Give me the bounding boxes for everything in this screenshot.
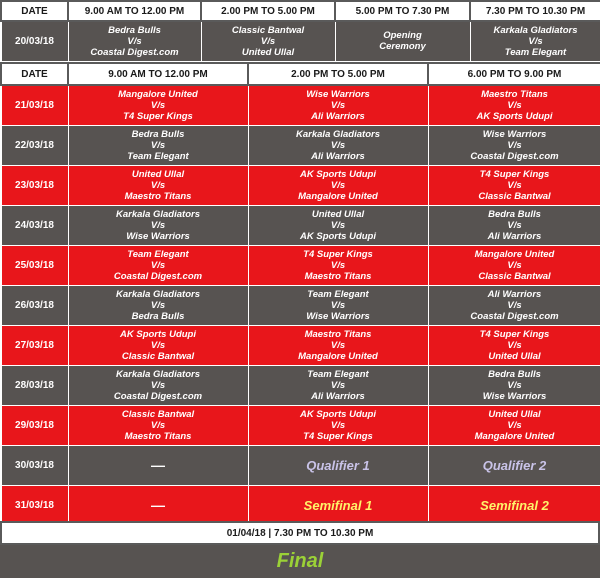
match-cell (248, 205, 428, 245)
date-cell: 21/03/18 (1, 85, 68, 125)
team-name: Wise Warriors (482, 128, 547, 140)
team-name: Mangalore United (298, 190, 378, 202)
table-row (1, 245, 600, 285)
match-cell (248, 85, 428, 125)
match-cell (428, 405, 600, 445)
semifinal-label: Semifinal 1 (248, 485, 428, 525)
team-name: Karkala Gladiators (296, 128, 380, 140)
opening-day-table (0, 0, 600, 62)
slot-header: 5.00 PM TO 7.30 PM (335, 1, 470, 21)
match-cell (68, 125, 248, 165)
versus-label: V/s (150, 219, 166, 231)
team-name: T4 Super Kings (479, 328, 550, 340)
match-cell (428, 205, 600, 245)
match-cell (248, 125, 428, 165)
match-cell (470, 21, 600, 61)
league-header-row (1, 63, 600, 85)
match-cell (248, 285, 428, 325)
team-name: Bedra Bulls (131, 128, 185, 140)
date-header: DATE (1, 1, 68, 21)
team-name: Classic Bantwal (231, 24, 305, 36)
team-name: Ali Warriors (487, 288, 542, 300)
team-name: United Ullal (131, 168, 185, 180)
versus-label: V/s (330, 99, 346, 111)
match-cell (68, 205, 248, 245)
opening-ceremony-cell (335, 21, 470, 61)
match-cell (201, 21, 335, 61)
versus-label: V/s (330, 419, 346, 431)
versus-label: V/s (507, 99, 522, 111)
team-name: Karkala Gladiators (493, 24, 578, 36)
team-name: Maestro Titans (304, 270, 372, 282)
versus-label: V/s (150, 339, 166, 351)
team-name: T4 Super Kings (303, 430, 373, 442)
team-name: Mangalore United (474, 430, 555, 442)
match-cell (68, 405, 248, 445)
match-cell (248, 165, 428, 205)
match-cell (68, 285, 248, 325)
date-cell: 29/03/18 (1, 405, 68, 445)
final-banner (0, 545, 600, 578)
team-name: Bedra Bulls (108, 24, 161, 36)
team-name: Team Elegant (127, 150, 189, 162)
match-cell (68, 365, 248, 405)
match-cell (428, 245, 600, 285)
date-cell: 28/03/18 (1, 365, 68, 405)
team-name: Maestro Titans (124, 190, 192, 202)
opening-day-row (1, 21, 600, 61)
versus-label: V/s (507, 299, 522, 311)
versus-label: V/s (507, 379, 522, 391)
match-cell (248, 245, 428, 285)
table-row (1, 365, 600, 405)
versus-label: V/s (330, 299, 346, 311)
date-cell: 31/03/18 (1, 485, 68, 525)
match-cell (248, 405, 428, 445)
team-name: Maestro Titans (304, 328, 372, 340)
team-name: Coastal Digest.com (113, 390, 203, 402)
date-cell: 24/03/18 (1, 205, 68, 245)
table-row (1, 285, 600, 325)
versus-label: V/s (507, 179, 522, 191)
empty-slot: — (68, 485, 248, 525)
team-name: United Ullal (488, 350, 541, 362)
match-cell (248, 365, 428, 405)
team-name: Classic Bantwal (478, 190, 551, 202)
team-name: Ali Warriors (311, 150, 365, 162)
team-name: Wise Warriors (306, 88, 370, 100)
team-name: Team Elegant (307, 288, 369, 300)
match-cell (428, 165, 600, 205)
team-name: Coastal Digest.com (113, 270, 203, 282)
versus-label: V/s (507, 219, 522, 231)
team-name: Bedra Bulls (131, 310, 185, 322)
slot-header: 9.00 AM TO 12.00 PM (68, 1, 201, 21)
team-name: United Ullal (241, 46, 295, 58)
team-name: AK Sports Udupi (300, 168, 376, 180)
team-name: United Ullal (488, 408, 541, 420)
semifinal-label: Semifinal 2 (428, 485, 600, 525)
match-cell (68, 245, 248, 285)
team-name: Bedra Bulls (488, 368, 541, 380)
qualifier-label: Qualifier 1 (248, 445, 428, 485)
team-name: T4 Super Kings (303, 248, 373, 260)
team-name: Classic Bantwal (121, 350, 195, 362)
team-name: AK Sports Udupi (476, 110, 553, 122)
versus-label: V/s (150, 379, 166, 391)
team-name: United Ullal (311, 208, 365, 220)
slot-header: 2.00 PM TO 5.00 PM (201, 1, 335, 21)
slot-header: 2.00 PM TO 5.00 PM (248, 63, 428, 85)
qualifier-label: Qualifier 2 (428, 445, 600, 485)
table-row (1, 325, 600, 365)
team-name: Coastal Digest.com (470, 150, 559, 162)
versus-label: V/s (507, 339, 522, 351)
team-name: Bedra Bulls (488, 208, 541, 220)
team-name: AK Sports Udupi (300, 408, 376, 420)
versus-label: V/s (150, 99, 166, 111)
team-name: Team Elegant (504, 46, 567, 58)
team-name: Wise Warriors (306, 310, 370, 322)
team-name: Maestro Titans (124, 430, 192, 442)
final-header: 01/04/18 | 7.30 PM TO 10.30 PM (0, 521, 600, 545)
table-row (1, 85, 600, 125)
match-cell (428, 125, 600, 165)
slot-header: 9.00 AM TO 12.00 PM (68, 63, 248, 85)
versus-label: V/s (330, 179, 346, 191)
date-header: DATE (1, 63, 68, 85)
team-name: Karkala Gladiators (116, 288, 200, 300)
team-name: AK Sports Udupi (120, 328, 196, 340)
date-cell: 26/03/18 (1, 285, 68, 325)
slot-header: 7.30 PM TO 10.30 PM (470, 1, 600, 21)
team-name: Ali Warriors (311, 110, 365, 122)
team-name: Classic Bantwal (121, 408, 195, 420)
date-cell: 25/03/18 (1, 245, 68, 285)
versus-label: V/s (150, 419, 166, 431)
team-name: Maestro Titans (481, 88, 548, 100)
team-name: Ali Warriors (311, 390, 365, 402)
playoff-row (1, 485, 600, 525)
versus-label: V/s (528, 35, 543, 47)
team-name: T4 Super Kings (123, 110, 193, 122)
match-cell (428, 85, 600, 125)
team-name: Karkala Gladiators (116, 208, 200, 220)
date-cell: 22/03/18 (1, 125, 68, 165)
versus-label: V/s (507, 139, 522, 151)
date-cell: 20/03/18 (1, 21, 68, 61)
versus-label: V/s (330, 139, 346, 151)
versus-label: V/s (260, 35, 276, 47)
versus-label: V/s (150, 139, 166, 151)
date-cell: 30/03/18 (1, 445, 68, 485)
versus-label: V/s (150, 299, 166, 311)
final-label: Final (276, 550, 324, 572)
match-cell (428, 365, 600, 405)
match-cell (248, 325, 428, 365)
versus-label: V/s (507, 419, 522, 431)
match-cell (68, 21, 201, 61)
versus-label: V/s (330, 259, 346, 271)
team-name: AK Sports Udupi (300, 230, 376, 242)
team-name: T4 Super Kings (479, 168, 550, 180)
team-name: Classic Bantwal (478, 270, 551, 282)
team-name: Wise Warriors (126, 230, 190, 242)
empty-slot: — (68, 445, 248, 485)
team-name: Mangalore United (118, 88, 198, 100)
team-name: Ali Warriors (487, 230, 542, 242)
match-cell (68, 165, 248, 205)
league-schedule-table (0, 62, 600, 526)
versus-label: V/s (127, 35, 142, 47)
match-cell (428, 325, 600, 365)
versus-label: V/s (507, 259, 522, 271)
team-name: Mangalore United (474, 248, 555, 260)
versus-label: V/s (150, 179, 166, 191)
team-name: Team Elegant (307, 368, 369, 380)
versus-label: V/s (150, 259, 166, 271)
versus-label: V/s (330, 379, 346, 391)
event-label: Ceremony (379, 41, 426, 53)
date-cell: 23/03/18 (1, 165, 68, 205)
table-row (1, 205, 600, 245)
event-label: Opening (383, 30, 422, 42)
versus-label: V/s (330, 339, 346, 351)
table-row (1, 165, 600, 205)
match-cell (68, 85, 248, 125)
team-name: Mangalore United (298, 350, 378, 362)
table-row (1, 405, 600, 445)
team-name: Karkala Gladiators (116, 368, 200, 380)
team-name: Wise Warriors (482, 390, 547, 402)
playoff-row (1, 445, 600, 485)
table-row (1, 125, 600, 165)
opening-day-header-row (1, 1, 600, 21)
team-name: Coastal Digest.com (470, 310, 559, 322)
versus-label: V/s (330, 219, 346, 231)
slot-header: 6.00 PM TO 9.00 PM (428, 63, 600, 85)
league-body (1, 85, 600, 525)
match-cell (428, 285, 600, 325)
team-name: Team Elegant (127, 248, 189, 260)
team-name: Coastal Digest.com (90, 46, 179, 58)
date-cell: 27/03/18 (1, 325, 68, 365)
match-cell (68, 325, 248, 365)
